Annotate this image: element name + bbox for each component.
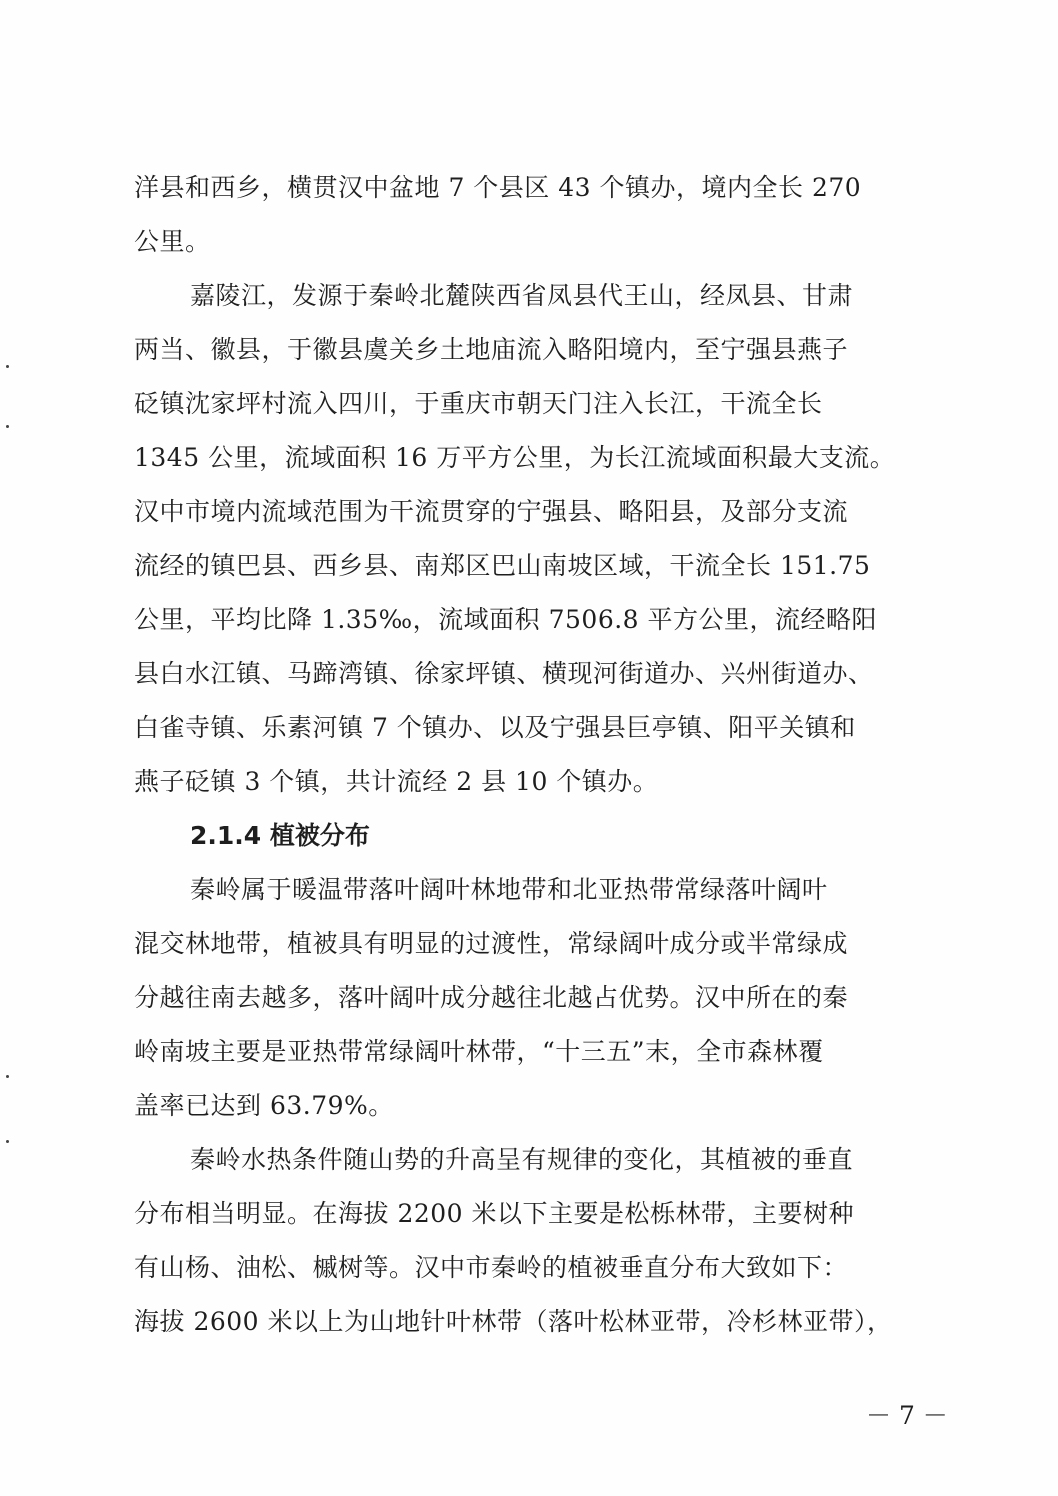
scan-artifact bbox=[6, 1075, 9, 1078]
body-line: 砭镇沈家坪村流入四川，于重庆市朝天门注入长江，干流全长 bbox=[134, 389, 823, 418]
body-line: 洋县和西乡，横贯汉中盆地 7 个县区 43 个镇办，境内全长 270 bbox=[134, 173, 862, 202]
page-number: － 7 － bbox=[866, 1401, 948, 1430]
body-line: 海拔 2600 米以上为山地针叶林带（落叶松林亚带，冷杉林亚带）， bbox=[134, 1307, 893, 1336]
scan-artifact bbox=[6, 1140, 9, 1143]
body-line: 分越往南去越多，落叶阔叶成分越往北越占优势。汉中所在的秦 bbox=[134, 983, 849, 1012]
paragraph-first-line: 嘉陵江，发源于秦岭北麓陕西省凤县代王山，经凤县、甘肃 bbox=[190, 281, 854, 310]
body-line: 1345 公里，流域面积 16 万平方公里，为长江流域面积最大支流。 bbox=[134, 443, 896, 472]
body-line: 两当、徽县，于徽县虞关乡土地庙流入略阳境内，至宁强县燕子 bbox=[134, 335, 849, 364]
body-line: 流经的镇巴县、西乡县、南郑区巴山南坡区域，干流全长 151.75 bbox=[134, 551, 871, 580]
body-line: 公里，平均比降 1.35‰，流域面积 7506.8 平方公里，流经略阳 bbox=[134, 605, 878, 634]
body-line: 县白水江镇、马蹄湾镇、徐家坪镇、横现河街道办、兴州街道办、 bbox=[134, 659, 874, 688]
paragraph-first-line: 秦岭属于暖温带落叶阔叶林地带和北亚热带常绿落叶阔叶 bbox=[190, 875, 828, 904]
paragraph-first-line: 秦岭水热条件随山势的升高呈有规律的变化，其植被的垂直 bbox=[190, 1145, 854, 1174]
body-line: 汉中市境内流域范围为干流贯穿的宁强县、略阳县，及部分支流 bbox=[134, 497, 849, 526]
scan-artifact bbox=[6, 365, 9, 368]
body-line: 分布相当明显。在海拔 2200 米以下主要是松栎林带，主要树种 bbox=[134, 1199, 855, 1228]
body-line: 燕子砭镇 3 个镇，共计流经 2 县 10 个镇办。 bbox=[134, 767, 659, 796]
section-heading: 2.1.4 植被分布 bbox=[190, 821, 370, 850]
body-line: 混交林地带，植被具有明显的过渡性，常绿阔叶成分或半常绿成 bbox=[134, 929, 849, 958]
body-line: 白雀寺镇、乐素河镇 7 个镇办、以及宁强县巨亭镇、阳平关镇和 bbox=[134, 713, 856, 742]
body-line: 盖率已达到 63.79%。 bbox=[134, 1091, 394, 1120]
body-line: 有山杨、油松、槭树等。汉中市秦岭的植被垂直分布大致如下： bbox=[134, 1253, 849, 1282]
body-line: 公里。 bbox=[134, 227, 211, 256]
scan-artifact bbox=[6, 425, 9, 428]
body-line: 岭南坡主要是亚热带常绿阔叶林带，“十三五”末，全市森林覆 bbox=[134, 1037, 824, 1066]
